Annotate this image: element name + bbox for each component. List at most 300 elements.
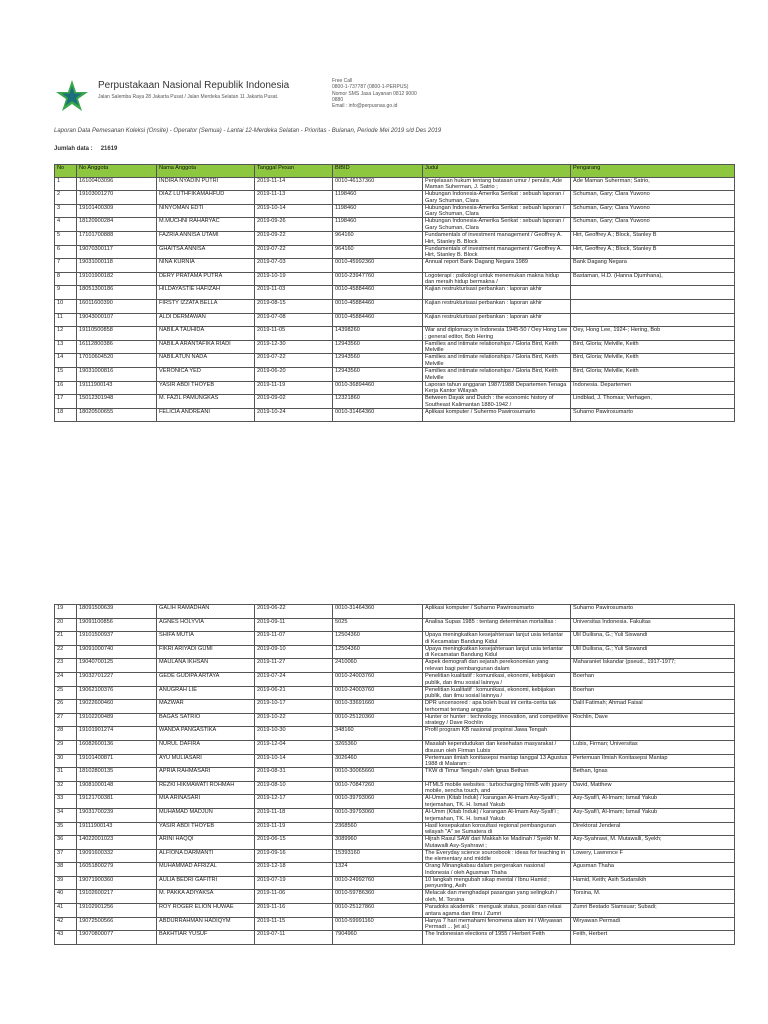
cell-text: 2019-11-19 (257, 381, 286, 388)
table-row (55, 327, 735, 341)
cell-text: 0010-25127860 (335, 904, 375, 911)
table-cell (333, 408, 423, 422)
table-cell (157, 904, 255, 918)
cell-text: 0010-59786360 (335, 890, 375, 897)
table-cell (423, 395, 571, 409)
cell-text: 33 (57, 795, 64, 802)
table-cell (571, 632, 735, 646)
cell-text: 0010-31464360 (335, 408, 375, 415)
cell-text: 0010-39793060 (335, 795, 375, 802)
cell-text: 2019-11-07 (257, 632, 286, 639)
cell-text: 12504360 (335, 645, 360, 652)
cell-text: Logoterapi : psikologi untuk menemukan makna hidup dan meraih hidup bermakna / (425, 272, 560, 286)
table-cell (333, 686, 423, 700)
cell-text: 19022600460 (79, 700, 114, 707)
table-cell (55, 408, 77, 422)
table-cell (423, 822, 571, 836)
table-cell (571, 781, 735, 795)
column-header: No Anggota (77, 165, 157, 178)
cell-text: 5025 (335, 618, 348, 625)
cell-text: Penjelasan hukum tentang batasan umur / penulis, Ade Maman Suherman, J. Satrio ; (425, 177, 563, 191)
table-cell (157, 245, 255, 259)
cell-text: Feith, Herbert (573, 931, 608, 938)
contact-line: 0880 (332, 96, 344, 103)
cell-text: 0010-30065660 (335, 768, 375, 775)
cell-text: 2019-07-11 (257, 931, 286, 938)
table-cell (333, 659, 423, 673)
cell-text: Hamid, Keith; Asih Sudarsikih (573, 876, 647, 883)
table-cell (333, 381, 423, 395)
cell-text: Hirt, Geoffrey A.; Block, Stanley B (573, 245, 657, 252)
table-cell (423, 659, 571, 673)
table-cell (571, 659, 735, 673)
cell-text: 19070300117 (79, 245, 113, 252)
cell-text: 19070800077 (79, 931, 114, 938)
table-cell (423, 645, 571, 659)
table-row (55, 659, 735, 673)
cell-text: 2019-11-15 (257, 917, 286, 924)
table-row (55, 299, 735, 313)
cell-text: Agusman Thaha (573, 863, 614, 870)
cell-text: 24 (57, 672, 64, 679)
table-cell (333, 727, 423, 741)
cell-text: 2019-11-13 (257, 191, 286, 198)
cell-text: Boerhan (573, 672, 595, 679)
cell-text: 43 (57, 931, 64, 938)
table-cell (157, 727, 255, 741)
table-cell (157, 367, 255, 381)
table-cell (333, 849, 423, 863)
table-cell (55, 754, 77, 768)
total-label: Jumlah data : (54, 146, 93, 152)
cell-text: Hubungan Indonesia-Amerika Serikat : sebuah laporan / Gary Schuman, Clara (425, 204, 565, 218)
table-cell (571, 822, 735, 836)
cell-text: Zumri Bestado Siamsuar; Subadi; (573, 904, 657, 911)
table-cell (571, 272, 735, 286)
table-cell (255, 781, 333, 795)
table-cell (77, 808, 157, 822)
table-cell (333, 890, 423, 904)
table-cell (255, 313, 333, 327)
table-row (55, 890, 735, 904)
table-cell (77, 259, 157, 273)
cell-text: 19103001270 (79, 191, 114, 198)
table-cell (571, 367, 735, 381)
cell-text: Bethan, Ignas (573, 768, 608, 775)
cell-text: Upaya meningkatkan kesejahteraan lanjut usia terlantar di Kecamatan Bandung Kidul (425, 645, 564, 659)
table-cell (157, 231, 255, 245)
table-cell (571, 713, 735, 727)
perpusnas-logo-icon (54, 78, 90, 114)
table-cell (571, 618, 735, 632)
cell-text: AGNES HOLYVIA (159, 618, 204, 625)
table-cell (423, 727, 571, 741)
cell-text: Hirt, Geoffrey A.; Block, Stanley B (573, 231, 657, 238)
cell-text: 2019-07-22 (257, 354, 286, 361)
table-cell (157, 863, 255, 877)
cell-text: APRIA RAHMASARI (159, 768, 211, 775)
table-cell (333, 795, 423, 809)
table-cell (255, 367, 333, 381)
cell-text: 14 (57, 354, 64, 361)
table-cell (423, 931, 571, 945)
cell-text: FIKRI ARIYADI GUMI (159, 645, 213, 652)
cell-text: 2019-08-31 (257, 768, 286, 775)
table-cell (333, 354, 423, 368)
table-cell (157, 259, 255, 273)
cell-text: ROY ROGER ELION HUWAE (159, 904, 234, 911)
cell-text: 35 (57, 822, 64, 829)
table-cell (55, 863, 77, 877)
table-row (55, 740, 735, 754)
cell-text: 2019-09-11 (257, 618, 286, 625)
table-cell (55, 808, 77, 822)
cell-text: 37 (57, 849, 64, 856)
table-row (55, 204, 735, 218)
cell-text: 2019-10-22 (257, 713, 286, 720)
table-cell (77, 313, 157, 327)
orders-table-page-2 (54, 604, 735, 945)
table-row (55, 686, 735, 700)
table-cell (255, 917, 333, 931)
cell-text: Families and intimate relationships / Gloria Bird, Keith Melville (425, 367, 558, 381)
table-cell (571, 917, 735, 931)
table-cell (423, 686, 571, 700)
table-cell (571, 836, 735, 850)
table-cell (571, 876, 735, 890)
cell-text: 16100403096 (79, 177, 114, 184)
table-body (55, 605, 735, 945)
table-cell (571, 931, 735, 945)
table-cell (77, 218, 157, 232)
cell-text: 2019-10-17 (257, 700, 286, 707)
cell-text: 1 (57, 177, 61, 184)
cell-text: 36 (57, 836, 64, 843)
table-row (55, 781, 735, 795)
table-cell (571, 381, 735, 395)
cell-text: 2019-09-16 (257, 849, 286, 856)
cell-text: 0010-70847260 (335, 781, 375, 788)
cell-text: 18051300186 (79, 286, 114, 293)
cell-text: Fundamentals of investment management / Geoffrey A. Hirt, Stanley B. Block (425, 245, 563, 259)
table-row (55, 822, 735, 836)
table-cell (77, 605, 157, 619)
table-cell (55, 272, 77, 286)
column-header: Pengarang (571, 165, 735, 178)
cell-text: Families and intimate relationships / Gloria Bird, Keith Melville (425, 340, 558, 354)
cell-text: 19040700125 (79, 659, 114, 666)
cell-text: M. FAZIL PAMUNGKAS (159, 395, 219, 402)
table-cell (571, 191, 735, 205)
table-cell (55, 713, 77, 727)
cell-text: 2019-11-05 (257, 327, 286, 334)
table-cell (423, 890, 571, 904)
cell-text: 0010-25120360 (335, 713, 375, 720)
table-cell (255, 890, 333, 904)
cell-text: 29 (57, 740, 64, 747)
cell-text: Masalah kependudukan dan kesehatan masyarakat / disusun oleh Firman Lubis (425, 740, 557, 754)
table-row (55, 904, 735, 918)
table-row (55, 313, 735, 327)
cell-text: 19031700239 (79, 808, 114, 815)
table-cell (77, 836, 157, 850)
cell-text: Lowery, Lawrence F (573, 849, 623, 856)
cell-text: ANUGRAH LIE (159, 686, 197, 693)
table-cell (157, 822, 255, 836)
cell-text: TKW di Timur Tengah / oleh Ignas Bethan (425, 768, 529, 775)
cell-text: AULIA BEDRI GAFITRI (159, 876, 218, 883)
table-cell (255, 808, 333, 822)
cell-text: 19101400309 (79, 204, 114, 211)
table-row (55, 231, 735, 245)
table-cell (55, 218, 77, 232)
cell-text: Lubis, Firman; Universitas (573, 740, 638, 747)
cell-text: 7 (57, 259, 61, 266)
table-row (55, 354, 735, 368)
table-cell (77, 863, 157, 877)
table-cell (157, 605, 255, 619)
cell-text: 5 (57, 231, 61, 238)
table-row (55, 259, 735, 273)
table-row (55, 917, 735, 931)
cell-text: NURUL DAFIRA (159, 740, 201, 747)
table-cell (255, 727, 333, 741)
table-cell (255, 231, 333, 245)
cell-text: Aplikasi komputer / Suharno Pawirosumarto (425, 605, 534, 611)
table-row (55, 177, 735, 191)
cell-text: NABILATUN NADA (159, 354, 208, 361)
cell-text: Direktorat Jenderal (573, 822, 621, 829)
contact-line: Nomor SMS Jasa Layanan 0812 9000 (332, 90, 417, 97)
table-cell (333, 876, 423, 890)
cell-text: 1198460 (335, 191, 357, 198)
cell-text: 14398260 (335, 327, 360, 334)
cell-text: 16 (57, 381, 64, 388)
table-cell (55, 904, 77, 918)
cell-text: Torsina, M. (573, 890, 601, 897)
table-cell (255, 795, 333, 809)
table-cell (157, 354, 255, 368)
table-cell (333, 836, 423, 850)
column-header: BIBID (333, 165, 423, 178)
table-cell (77, 822, 157, 836)
table-cell (55, 931, 77, 945)
cell-text: NABILA ARANTAFIKA RIADI (159, 340, 231, 347)
cell-text: Bird, Gloria; Melville, Keith (573, 340, 639, 347)
cell-text (573, 727, 732, 740)
cell-text: GEDE GUDIPA ARTAYA (159, 672, 220, 679)
cell-text: 15 (57, 367, 64, 374)
cell-text: 2019-09-10 (257, 645, 286, 652)
column-header: Nama Anggota (157, 165, 255, 178)
cell-text: Melacak dan menghadapi pasangan yang selingkuh / oleh, M. Torsina (425, 890, 558, 904)
cell-text: 19043000107 (79, 313, 114, 320)
cell-text: 9 (57, 286, 61, 293)
table-cell (423, 917, 571, 931)
table-cell (423, 327, 571, 341)
table-cell (423, 876, 571, 890)
cell-text: 26 (57, 700, 64, 707)
table-cell (423, 231, 571, 245)
cell-text: 15012301948 (79, 395, 114, 402)
cell-text: 18120900284 (79, 218, 114, 225)
table-cell (157, 849, 255, 863)
cell-text: HTML5 mobile websites : turbocharging html5 with jquery mobile, sencha touch, and (425, 781, 568, 795)
table-cell (157, 313, 255, 327)
cell-text: 12943560 (335, 367, 360, 374)
table-cell (255, 659, 333, 673)
table-cell (157, 686, 255, 700)
table-cell (423, 367, 571, 381)
table-cell (423, 754, 571, 768)
table-row (55, 645, 735, 659)
table-row (55, 218, 735, 232)
table-cell (571, 727, 735, 741)
column-header: Judul (423, 165, 571, 178)
cell-text: Penelitian kualitatif : komunikasi, ekonomi, kebijakan publik, dan ilmu sosial lainnya / (425, 686, 556, 700)
table-cell (423, 808, 571, 822)
contact-line: Free Call (332, 78, 353, 84)
table-cell (571, 299, 735, 313)
cell-text: NINA KURNIA (159, 259, 195, 266)
cell-text: 0010-59991160 (335, 917, 374, 924)
cell-text: 17010604520 (79, 354, 114, 361)
cell-text: 19071900360 (79, 876, 114, 883)
cell-text: 16112800386 (79, 340, 113, 347)
table-cell (55, 632, 77, 646)
table-cell (423, 340, 571, 354)
table-cell (333, 245, 423, 259)
table-cell (77, 740, 157, 754)
table-cell (255, 863, 333, 877)
table-cell (255, 381, 333, 395)
cell-text: 2019-12-30 (257, 340, 286, 347)
cell-text: 19091600332 (79, 849, 114, 856)
organization-address: Jalan Salemba Raya 28 Jakarta Pusat / Jalan Merdeka Selatan 11 Jakarta Pusat. (98, 94, 279, 100)
cell-text: DERY PRATAMA PUTRA (159, 272, 223, 279)
table-cell (157, 632, 255, 646)
cell-text: The Indonesian elections of 1955 / Herbert Feith (425, 931, 545, 938)
table-cell (571, 605, 735, 619)
cell-text: 42 (57, 917, 64, 924)
table-row (55, 672, 735, 686)
table-cell (571, 395, 735, 409)
cell-text: 2019-09-22 (257, 231, 286, 238)
table-cell (571, 740, 735, 754)
cell-text: 2019-06-15 (257, 836, 286, 843)
cell-text: 3 (57, 204, 61, 211)
cell-text: 21 (57, 632, 64, 639)
table-cell (571, 245, 735, 259)
table-row (55, 931, 735, 945)
table-row (55, 713, 735, 727)
cell-text: 0010-33691660 (335, 700, 375, 707)
table-cell (77, 713, 157, 727)
table-cell (55, 605, 77, 619)
cell-text: 2019-11-03 (257, 286, 286, 293)
table-cell (77, 340, 157, 354)
cell-text: Asy-Syafi'i, Al-Imam; Ismail Yakub (573, 808, 658, 815)
table-cell (333, 713, 423, 727)
table-cell (571, 904, 735, 918)
table-cell (77, 904, 157, 918)
table-cell (571, 327, 735, 341)
table-cell (333, 327, 423, 341)
table-cell (157, 754, 255, 768)
table-cell (157, 177, 255, 191)
cell-text: 2019-07-24 (257, 672, 286, 679)
table-cell (255, 177, 333, 191)
cell-text: Hubungan Indonesia-Amerika Serikat : sebuah laporan / Gary Schuman, Clara (425, 218, 565, 231)
table-cell (423, 795, 571, 809)
cell-text: 22 (57, 645, 64, 652)
cell-text: ALDI DERMAWAN (159, 313, 206, 320)
cell-text: 2 (57, 191, 61, 198)
table-cell (255, 672, 333, 686)
cell-text: MUHAMMAD AFRIZAL (159, 863, 217, 870)
table-cell (77, 931, 157, 945)
cell-text: 19102901256 (79, 904, 114, 911)
table-cell (55, 313, 77, 327)
table-cell (157, 299, 255, 313)
table-cell (333, 218, 423, 232)
cell-text: Kajian restrukturisasi perbankan : laporan akhir (425, 299, 542, 306)
cell-text: Fundamentals of investment management / Geoffrey A. Hirt, Stanley B. Block (425, 231, 563, 245)
table-cell (255, 822, 333, 836)
table-row (55, 381, 735, 395)
total-count (54, 146, 117, 152)
table-cell (55, 890, 77, 904)
table-cell (423, 354, 571, 368)
table-cell (423, 177, 571, 191)
cell-text: Bird, Gloria; Melville, Keith (573, 354, 639, 361)
table-cell (423, 740, 571, 754)
cell-text: Bird, Gloria; Melville, Keith (573, 367, 639, 374)
cell-text: 2019-06-20 (257, 367, 286, 374)
cell-text: FAZRIA ANNISA UTAMI (159, 231, 219, 238)
table-cell (255, 849, 333, 863)
cell-text: AYU MULIASARI (159, 754, 202, 761)
cell-text: 41 (57, 904, 64, 911)
cell-text: 2019-11-18 (257, 808, 286, 815)
table-cell (255, 327, 333, 341)
table-cell (55, 381, 77, 395)
table-cell (423, 605, 571, 619)
table-cell (423, 381, 571, 395)
table-cell (333, 618, 423, 632)
cell-text: GHAITSA ANNISA (159, 245, 206, 252)
cell-text: Profil program KB nasional propinsi Jawa Tengah (425, 727, 548, 734)
cell-text: 28 (57, 727, 64, 734)
cell-text: WANDA PANGASTIKA (159, 727, 217, 734)
cell-text: Hasil kesepakatan konsultasi regional pembangunan wilayah "A" se Sumatera di (425, 822, 556, 836)
table-cell (157, 795, 255, 809)
table-cell (255, 618, 333, 632)
table-cell (157, 645, 255, 659)
cell-text: 12943560 (335, 340, 360, 347)
table-cell (77, 781, 157, 795)
table-cell (55, 836, 77, 850)
table-cell (255, 191, 333, 205)
table-cell (55, 367, 77, 381)
table-cell (571, 700, 735, 714)
table-cell (157, 876, 255, 890)
table-cell (255, 218, 333, 232)
table-cell (55, 259, 77, 273)
table-cell (333, 917, 423, 931)
cell-text: 19121700381 (79, 795, 114, 802)
table-cell (333, 299, 423, 313)
